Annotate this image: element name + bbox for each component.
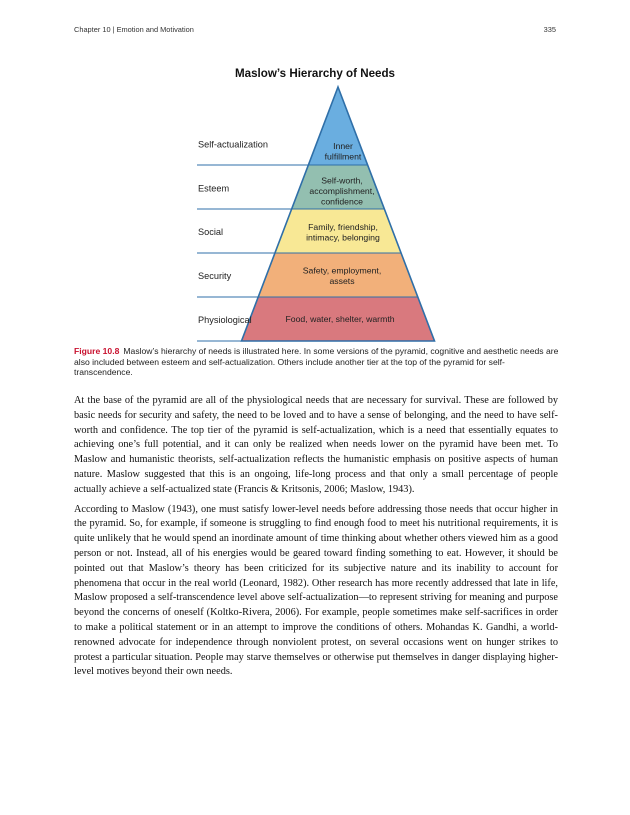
body-paragraph: At the base of the pyramid are all of the physiological needs that are necessary for survival. These are followed by basic needs for security and safety, the need to be loved and to have a sense of belonging, and the need to have self-worth and confidence. The top tier of the pyramid is self-actualization, which is a need that essentially equates to achieving one’s full potential, and it can only be realized when needs lower on the pyramid have been met. To Maslow and humanistic theorists, self-actualization reflects the humanistic emphasis on positive aspects of human nature. Maslow suggested that this is an ongoing, life-long process and that only a small percentage of people actually achieve a self-actualized state (Francis & Kritsonis, 2006; Maslow, 1943). [74,395,558,495]
tier-text-self-actualization-2: fulfillment [324,151,362,162]
figure-caption-label: Figure 10.8 [74,346,120,356]
body-text [74,394,558,685]
row-label-physiological: Physiological [198,315,252,325]
figure-caption [74,346,562,378]
tier-text-self-actualization-1: Inner [333,141,353,151]
figure-caption-text: Maslow’s hierarchy of needs is illustrated here. In some versions of the pyramid, cognitive and aesthetic needs are also included between esteem and self-actualization. Others include another tier at the top of the pyramid for self-transcendence. [74,346,559,378]
tier-text-security-1: Safety, employment, [302,265,382,276]
tier-text-social-1: Family, friendship, [308,222,378,232]
row-label-social: Social [198,227,224,237]
tier-text-social-2: intimacy, belonging [306,232,380,243]
tier-text-security-2: assets [329,276,355,286]
chapter-header: Chapter 10 | Emotion and Motivation [74,25,194,34]
row-label-self-actualization: Self-actualization [198,139,268,150]
tier-text-esteem-2: accomplishment, [309,186,375,196]
maslow-pyramid-figure [0,0,630,345]
tier-text-esteem-3: confidence [320,196,364,207]
row-label-esteem: Esteem [198,183,230,194]
row-label-security: Security [198,271,232,281]
tier-text-physiological-1: Food, water, shelter, warmth [285,314,395,324]
page-number: 335 [543,25,556,34]
tier-text-esteem-1: Self-worth, [321,175,363,186]
figure-title: Maslow’s Hierarchy of Needs [234,67,396,80]
body-paragraph: According to Maslow (1943), one must satisfy lower-level needs before addressing those needs that occur higher in the pyramid. So, for example, if someone is struggling to find enough food to meet his nutritional requirements, it is quite unlikely that he would spend an inordinate amount of time thinking about whether others viewed him as a good person or not. Instead, all of his energies would be geared toward finding something to eat. However, it should be pointed out that Maslow’s theory has been criticized for its subjective nature and its inability to account for phenomena that occur in the real world (Leonard, 1982). Other research has more recently addressed that late in life, Maslow proposed a self-transcendence level above self-actualization—to represent striving for meaning and purpose beyond the concerns of oneself (Koltko-Rivera, 2006). For example, people sometimes make self-sacrifices in order to make a political statement or in an attempt to improve the conditions of others. Mohandas K. Gandhi, a world-renowned advocate for independence through nonviolent protest, on several occasions went on hunger strikes to protest a particular situation. People may starve themselves or otherwise put themselves in danger displaying higher-level motives beyond their own needs. [74,503,558,678]
